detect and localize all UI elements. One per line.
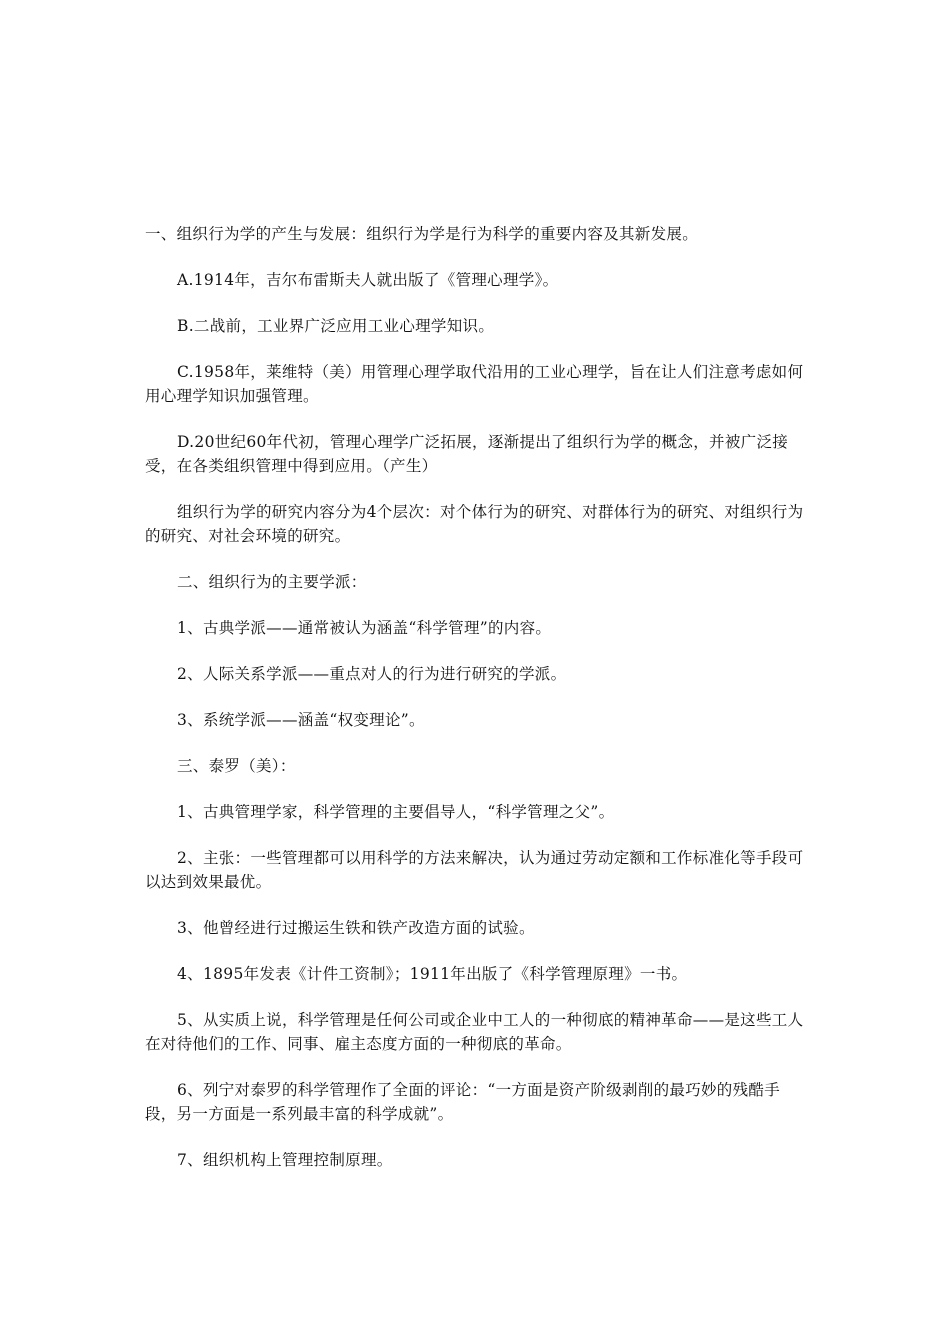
list-item-d: D.20世纪60年代初，管理心理学广泛拓展，逐渐提出了组织行为学的概念，并被广泛接受，在各类组织管理中得到应用。（产生） [145,433,789,475]
list-item-school-3: 3、系统学派——涵盖“权变理论”。 [177,711,425,729]
section-heading-origin: 一、组织行为学的产生与发展：组织行为学是行为科学的重要内容及其新发展。 [145,225,699,243]
list-item-c: C.1958年，莱维特（美）用管理心理学取代沿用的工业心理学，旨在让人们注意考虑如何用心理学知识加强管理。 [145,363,804,405]
list-item-taylor-5: 5、从实质上说，科学管理是任何公司或企业中工人的一种彻底的精神革命——是这些工人在对待他们的工作、同事、雇主态度方面的一种彻底的革命。 [145,1011,804,1053]
list-item-taylor-3: 3、他曾经进行过搬运生铁和铁产改造方面的试验。 [177,919,535,937]
list-item-school-2: 2、人际关系学派——重点对人的行为进行研究的学派。 [177,665,567,683]
list-item-school-1: 1、古典学派——通常被认为涵盖“科学管理”的内容。 [177,619,552,637]
list-item-taylor-6: 6、列宁对泰罗的科学管理作了全面的评论：“一方面是资产阶级剥削的最巧妙的残酷手段，另一方面是一系列最丰富的科学成就”。 [145,1081,780,1123]
list-item-taylor-7: 7、组织机构上管理控制原理。 [177,1151,393,1169]
list-item-taylor-1: 1、古典管理学家，科学管理的主要倡导人，“科学管理之父”。 [177,803,615,821]
list-item-taylor-4: 4、1895年发表《计件工资制》；1911年出版了《科学管理原理》一书。 [177,965,688,983]
list-item-taylor-2: 2、主张：一些管理都可以用科学的方法来解决，认为通过劳动定额和工作标准化等手段可以达到效果最优。 [145,849,804,891]
research-content-paragraph: 组织行为学的研究内容分为4个层次：对个体行为的研究、对群体行为的研究、对组织行为的研究、对社会环境的研究。 [145,503,804,545]
list-item-a: A.1914年，吉尔布雷斯夫人就出版了《管理心理学》。 [177,271,559,289]
list-item-b: B.二战前，工业界广泛应用工业心理学知识。 [177,317,495,335]
section-heading-schools: 二、组织行为的主要学派： [177,573,367,591]
document-body [145,222,810,1194]
section-heading-taylor: 三、泰罗（美）： [177,757,296,775]
